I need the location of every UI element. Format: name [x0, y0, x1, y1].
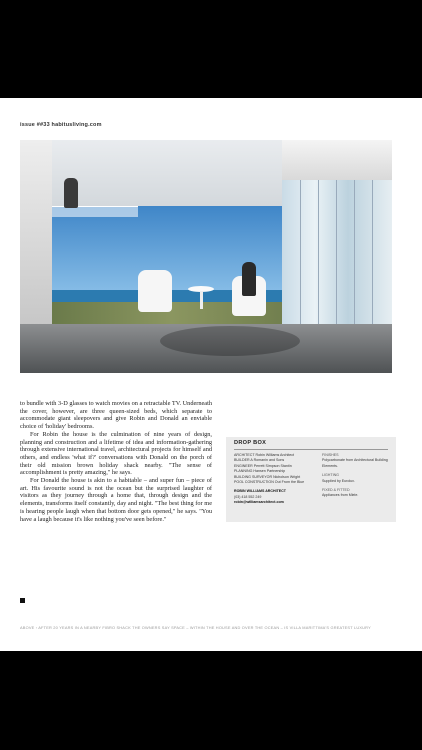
finishes-text: Polycarbonate from Architectural Building Elements.: [322, 458, 388, 468]
drop-box-rule: [234, 449, 388, 450]
caption-label: ABOVE: [20, 625, 35, 630]
credit-line: ARCHITECT Robin Williams Architect: [234, 453, 295, 457]
photo-person-seated: [242, 262, 256, 296]
drop-box-suppliers: [322, 453, 392, 499]
photo-chair-left: [138, 270, 172, 312]
running-head: issue ##33 habitusliving.com: [20, 122, 102, 128]
firm-phone: (03) 418 552 249: [234, 494, 262, 499]
credit-line: PLANNING Hansen Partnership: [234, 469, 286, 474]
article-body: [20, 400, 212, 523]
lighting-text: Supplied by Eurolux.: [322, 478, 355, 483]
lighting-label: LIGHTING: [322, 473, 339, 478]
fixed-label: FIXED & FITTED: [322, 488, 350, 493]
credit-line: BUILDING SURVEYOR Nicholson Wright: [234, 474, 301, 479]
drop-box-title: DROP BOX: [234, 440, 267, 446]
photo-glass-wall: [282, 180, 392, 330]
caption: ABOVE › AFTER 20 YEARS IN A NEARBY FIBRO SHACK THE OWNERS SAY SPACE – WITHIN THE HOUSE AND OVER THE OCEAN – IS VILLA MARITTIMA'S GREATEST LUXURY: [20, 625, 371, 630]
firm-email[interactable]: robin@williamsarchitect.com: [234, 500, 284, 505]
credit-line: POOL CONSTRUCTION Out From the Blue: [234, 480, 305, 485]
credit-line: ENGINEER Perrett Simpson Stantin: [234, 463, 292, 468]
photo-right-frame: [282, 140, 392, 180]
magazine-page: [0, 98, 422, 651]
photo-person-balcony: [64, 178, 78, 208]
drop-box-credits: [234, 453, 316, 506]
paragraph: For Robin the house is the culmination of nine years of design, planning and construction and a lifetime of idea and information-gathering through extensive international travel, architectural projects for himself and others, and endless 'what if?' conversations with Donald on the porch of their old mission brown holiday shack nearby. "The sense of accomplishment is pretty amazing," he says.: [20, 430, 212, 477]
paragraph: to bundle with 3-D glasses to watch movies on a retractable TV. Underneath the cover, however, are three queen-sized beds, which separate to accommodate giant sleepovers and give Robin and Donald an enviable choice of 'holiday' bedrooms.: [20, 400, 212, 431]
credit-line: BUILDER A Romanin and Sons: [234, 458, 285, 463]
end-mark: [20, 598, 25, 603]
feature-photo: [20, 140, 392, 373]
caption-text: AFTER 20 YEARS IN A NEARBY FIBRO SHACK THE OWNERS SAY SPACE – WITHIN THE HOUSE AND OVER THE OCEAN – IS VILLA MARITTIMA'S GREATEST LUXURY: [38, 625, 371, 630]
paragraph: For Donald the house is akin to a habitable – and super fun – piece of art. His favourite sound is not the ocean but the surprised laughter of visitors as they journey through a home that, through design and the elements, transforms itself constantly, day and night. "The best thing for me is hearing people laugh when that bottom door gets opened," he says. "You have a laugh because it's like nothing you've seen before.": [20, 477, 212, 523]
fixed-text: Appliances from Miele.: [322, 493, 359, 498]
photo-shadow: [160, 326, 300, 356]
drop-box: [226, 437, 396, 522]
firm-name: ROBIN WILLIAMS ARCHITECT: [234, 489, 286, 494]
finishes-label: FINISHES: [322, 453, 339, 457]
photo-table-leg: [200, 291, 203, 309]
